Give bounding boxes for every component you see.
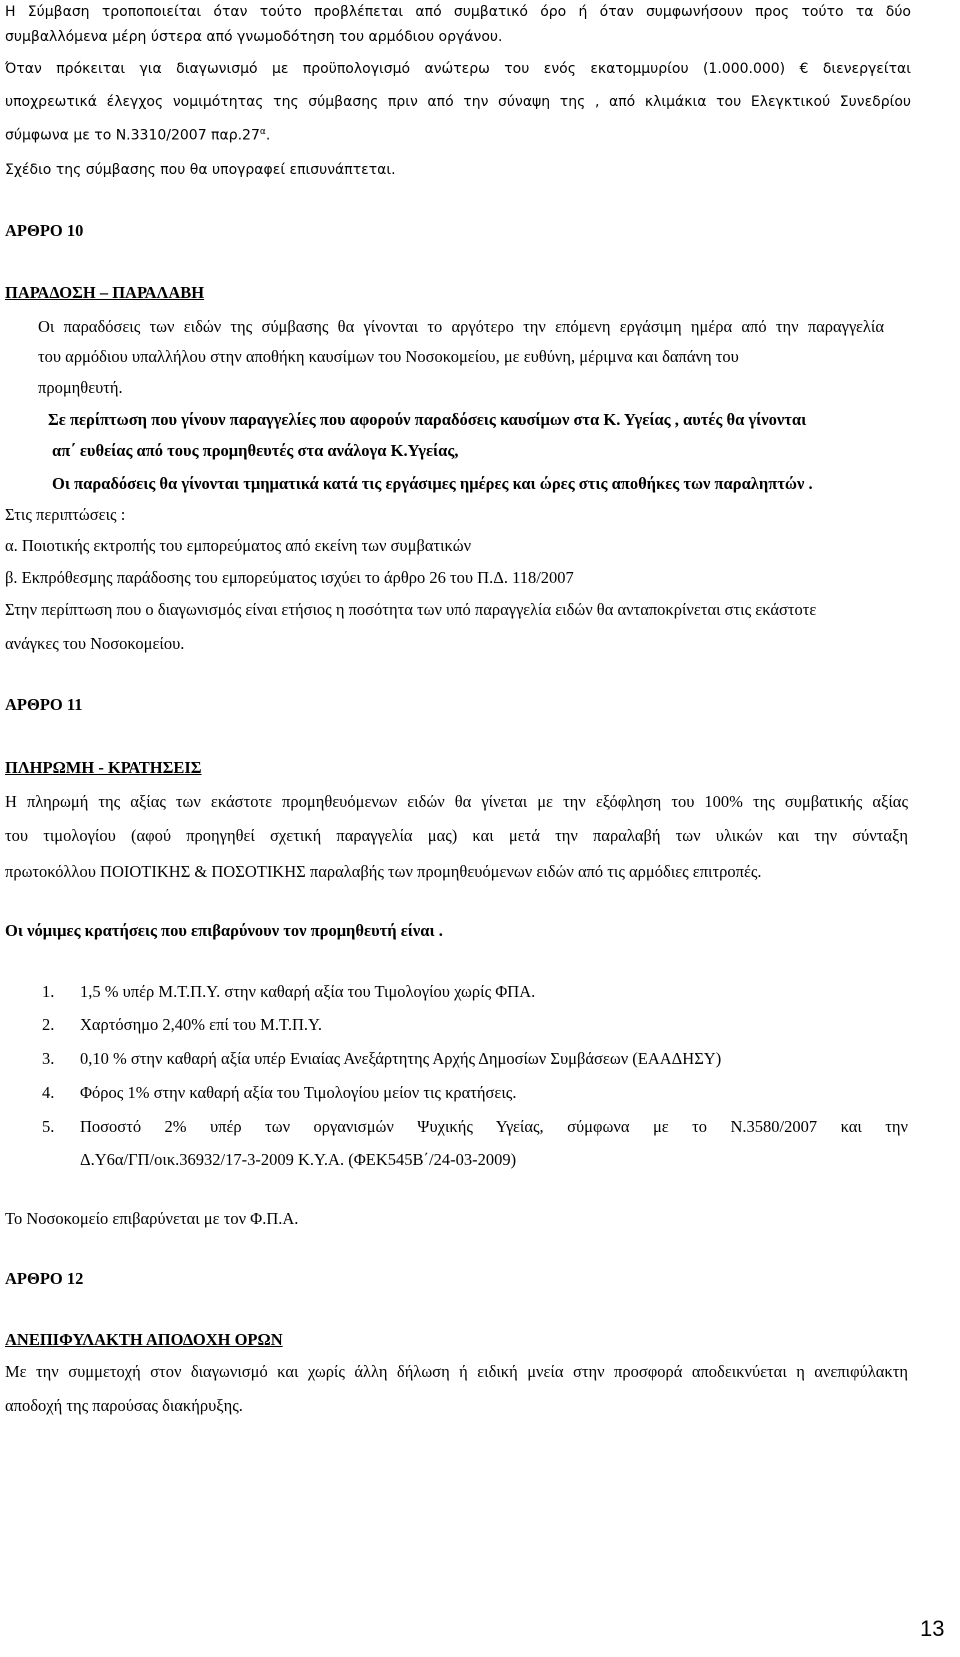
text-line: αποδοχή της παρούσας διακήρυξης. [5, 1396, 243, 1415]
text-line: Όταν πρόκειται για διαγωνισμό με προϋπολογισμό ανώτερω του ενός εκατομμυρίου (1.000.000) € διενεργείται [5, 61, 911, 77]
text-line: υποχρεωτικά έλεγχος νομιμότητας της σύμβασης πριν από την σύναψη της , από κλιμάκια του Ελεγκτικού Συνεδρίου [5, 94, 911, 110]
text-line: Η Σύμβαση τροποποιείται όταν τούτο προβλέπεται από συμβατικό όρο ή όταν συμφωνήσουν προς τούτο τα δύο [5, 4, 911, 20]
text-line: Στις περιπτώσεις : [5, 505, 126, 524]
text-line: Οι παραδόσεις των ειδών της σύμβασης θα γίνονται το αργότερο την επόμενη εργάσιμη ημέρα από την παραγγελία [38, 317, 884, 336]
list-number: 1. [42, 982, 55, 1001]
list-item: 1,5 % υπέρ Μ.Τ.Π.Υ. στην καθαρή αξία του Τιμολογίου χωρίς ΦΠΑ. [80, 982, 536, 1001]
article-title: ΑΝΕΠΙΦΥΛΑΚΤΗ ΑΠΟΔΟΧΗ ΟΡΩΝ [5, 1330, 283, 1349]
text-line: του αρμόδιου υπαλλήλου στην αποθήκη καυσίμων του Νοσοκομείου, με ευθύνη, μέριμνα και δαπάνη του [38, 347, 739, 366]
superscript: α [259, 127, 266, 137]
list-number: 4. [42, 1083, 55, 1102]
text-line: του τιμολογίου (αφού προηγηθεί σχετική παραγγελία μας) και μετά την παραλαβή των υλικών και την σύνταξη [5, 826, 908, 845]
text-line: Σε περίπτωση που γίνουν παραγγελίες που αφορούν παραδόσεις καυσίμων στα Κ. Υγείας , αυτές θα γίνονται [48, 410, 807, 429]
list-number: 5. [42, 1117, 55, 1136]
text-line: Με την συμμετοχή στον διαγωνισμό και χωρίς άλλη δήλωση ή ειδική μνεία στην προσφορά αποδεικνύεται η ανεπιφύλακτη [5, 1362, 908, 1381]
text-line: Η πληρωμή της αξίας των εκάστοτε προμηθευόμενων ειδών θα γίνεται με την εξόφληση του 100% της συμβατικής αξίας [5, 792, 908, 811]
text-line: Το Νοσοκομείο επιβαρύνεται με τον Φ.Π.Α. [5, 1209, 299, 1228]
page-number: 13 [920, 1616, 945, 1641]
text-segment: σύμφωνα με το Ν.3310/2007 παρ.27 [5, 127, 260, 144]
list-item: Φόρος 1% στην καθαρή αξία του Τιμολογίου μείον τις κρατήσεις. [80, 1083, 517, 1102]
text-line: προμηθευτή. [38, 378, 123, 397]
article-heading: ΑΡΘΡΟ 11 [5, 695, 83, 714]
list-item: Ποσοστό 2% υπέρ των οργανισμών Ψυχικής Υγείας, σύμφωνα με το Ν.3580/2007 και την [80, 1117, 908, 1136]
list-number: 2. [42, 1015, 55, 1034]
article-title: ΠΑΡΑΔΟΣΗ – ΠΑΡΑΛΑΒΗ [5, 283, 205, 302]
text-line: Στην περίπτωση που ο διαγωνισμός είναι ετήσιος η ποσότητα των υπό παραγγελία ειδών θα ανταποκρίνεται στις εκάστοτε [5, 600, 817, 619]
text-line: πρωτοκόλλου ΠΟΙΟΤΙΚΗΣ & ΠΟΣΟΤΙΚΗΣ παραλαβής των προμηθευόμενων ειδών από τις αρμόδιες επιτροπές. [5, 862, 762, 881]
text-segment: . [265, 127, 271, 144]
text-line: Οι νόμιμες κρατήσεις που επιβαρύνουν τον προμηθευτή είναι . [5, 921, 443, 940]
list-item: 0,10 % στην καθαρή αξία υπέρ Ενιαίας Ανεξάρτητης Αρχής Δημοσίων Συμβάσεων (ΕΑΑΔΗΣΥ) [80, 1049, 722, 1068]
text-line [5, 127, 270, 144]
article-heading: ΑΡΘΡΟ 10 [5, 221, 84, 240]
text-line: β. Εκπρόθεσμης παράδοσης του εμπορεύματος ισχύει το άρθρο 26 του Π.Δ. 118/2007 [5, 568, 574, 587]
text-line: απ΄ ευθείας από τους προμηθευτές στα ανάλογα Κ.Υγείας, [52, 441, 459, 460]
list-number: 3. [42, 1049, 55, 1068]
text-line: Σχέδιο της σύμβασης που θα υπογραφεί επισυνάπτεται. [5, 162, 396, 178]
article-title: ΠΛΗΡΩΜΗ - ΚΡΑΤΗΣΕΙΣ [5, 758, 202, 777]
article-heading: ΑΡΘΡΟ 12 [5, 1269, 84, 1288]
list-item-continuation: Δ.Υ6α/ΓΠ/οικ.36932/17-3-2009 Κ.Υ.Α. (ΦΕΚ545Β΄/24-03-2009) [80, 1150, 517, 1169]
text-line: α. Ποιοτικής εκτροπής του εμπορεύματος από εκείνη των συμβατικών [5, 536, 472, 555]
text-line: ανάγκες του Νοσοκομείου. [5, 634, 185, 653]
text-line: Οι παραδόσεις θα γίνονται τμηματικά κατά τις εργάσιμες ημέρες και ώρες στις αποθήκες των παραληπτών . [52, 474, 813, 493]
list-item: Χαρτόσημο 2,40% επί του Μ.Τ.Π.Υ. [80, 1015, 322, 1034]
text-line: συμβαλλόμενα μέρη ύστερα από γνωμοδότηση του αρμόδιου οργάνου. [5, 29, 503, 45]
